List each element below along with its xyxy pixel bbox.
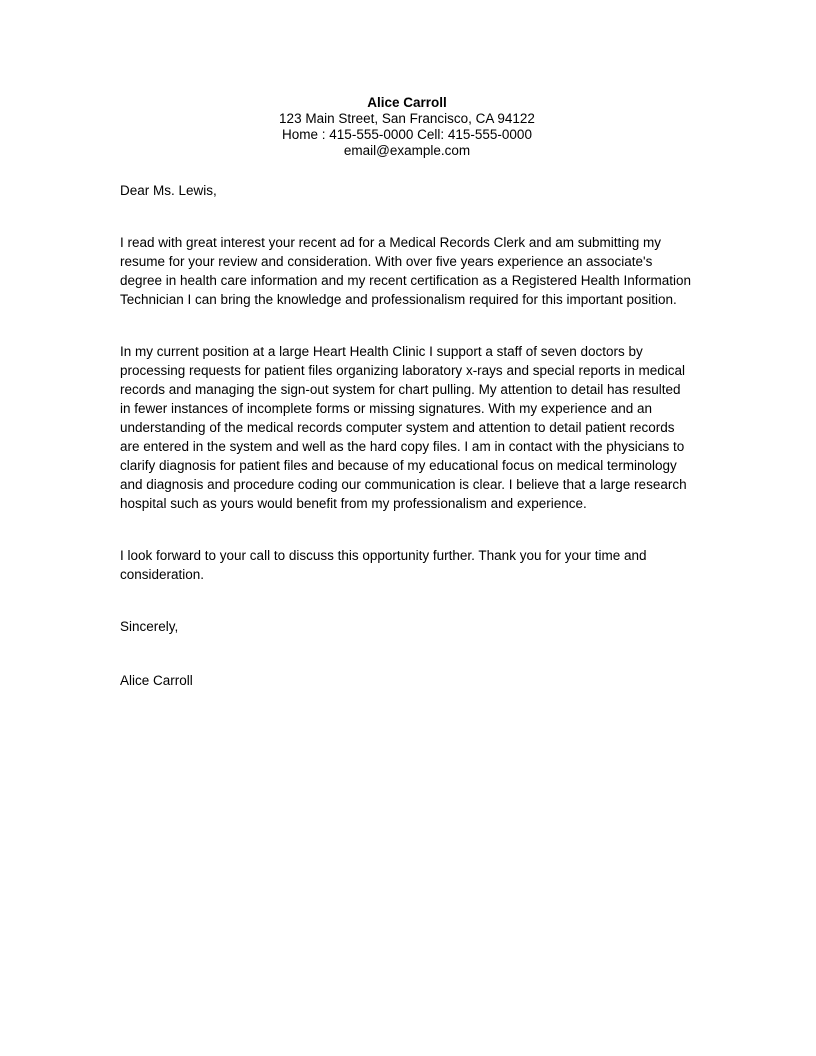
- sender-name: Alice Carroll: [367, 95, 447, 110]
- body-paragraph-2: In my current position at a large Heart Health Clinic I support a staff of seven doctors by processing requests for patient files organizing laboratory x-rays and special reports in medical records and managing the sign-out system for chart pulling. My attention to detail has resulted in fewer instances of incomplete forms or missing signatures. With my experience and an understanding of the medical records computer system and attention to detail patient records are entered in the system and well as the hard copy files. I am in contact with the physicians to clarify diagnosis for patient files and because of my educational focus on medical terminology and diagnosis and procedure coding our communication is clear. I believe that a large research hospital such as yours would benefit from my professionalism and experience.: [120, 344, 687, 511]
- sender-phone-numbers: Home : 415-555-0000 Cell: 415-555-0000: [282, 127, 532, 142]
- closing: Sincerely,: [120, 619, 179, 634]
- letter-header: [120, 95, 694, 159]
- salutation: Dear Ms. Lewis,: [120, 183, 217, 198]
- signature-name: Alice Carroll: [120, 673, 193, 688]
- body-paragraph-3: I look forward to your call to discuss this opportunity further. Thank you for your time and consideration.: [120, 548, 647, 582]
- body-paragraph-1: I read with great interest your recent ad for a Medical Records Clerk and am submitting my resume for your review and consideration. With over five years experience an associate's degree in health care information and my recent certification as a Registered Health Information Technician I can bring the knowledge and professionalism required for this important position.: [120, 235, 692, 307]
- sender-email: email@example.com: [343, 143, 471, 158]
- sender-address: 123 Main Street, San Francisco, CA 94122: [279, 111, 535, 126]
